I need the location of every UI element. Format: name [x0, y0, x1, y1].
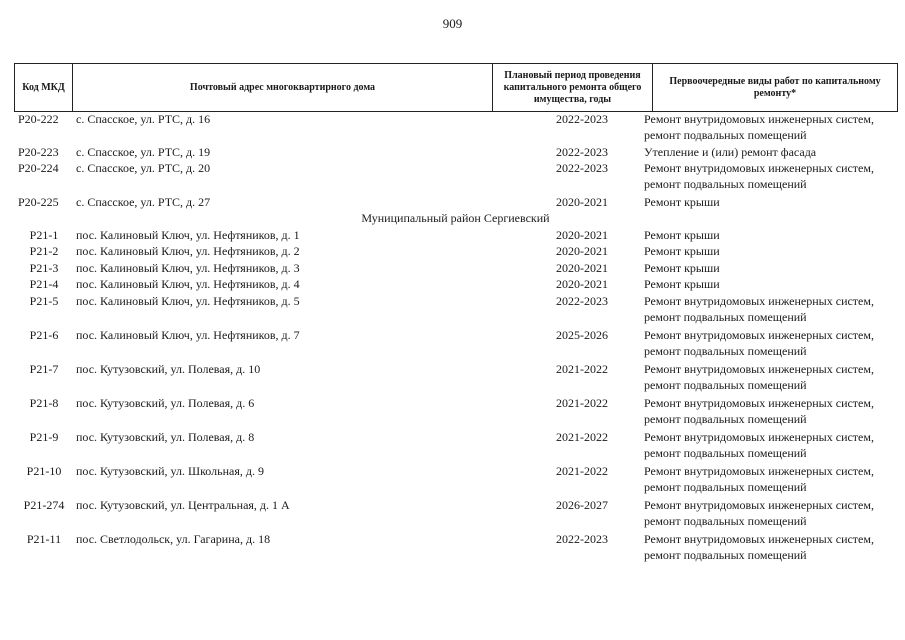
- works-line: ремонт подвальных помещений: [644, 514, 807, 528]
- row-works: [644, 327, 899, 359]
- works-line: ремонт подвальных помещений: [644, 128, 807, 142]
- works-line: Ремонт крыши: [644, 244, 720, 258]
- header-period: Плановый период проведения капитального ремонта общего имущества, годы: [493, 64, 653, 111]
- row-period: 2021-2022: [556, 362, 608, 376]
- row-address: пос. Кутузовский, ул. Полевая, д. 10: [76, 362, 261, 376]
- row-address: с. Спасское, ул. РТС, д. 16: [76, 112, 211, 126]
- row-code: Р20-223: [18, 145, 59, 159]
- row-address: пос. Кутузовский, ул. Полевая, д. 6: [76, 396, 255, 410]
- row-period: 2020-2021: [556, 195, 608, 209]
- row-works: [644, 111, 899, 143]
- row-works: [644, 531, 899, 563]
- works-line: Ремонт внутридомовых инженерных систем,: [644, 464, 874, 478]
- row-code: Р21-3: [29, 261, 59, 275]
- row-works: [644, 243, 899, 259]
- works-line: Ремонт внутридомовых инженерных систем,: [644, 161, 874, 175]
- row-period: 2022-2023: [556, 532, 608, 546]
- row-address: пос. Калиновый Ключ, ул. Нефтяников, д. 4: [76, 277, 300, 291]
- works-line: Ремонт внутридомовых инженерных систем,: [644, 328, 874, 342]
- row-period: 2022-2023: [556, 145, 608, 159]
- works-line: Ремонт внутридомовых инженерных систем,: [644, 112, 874, 126]
- row-period: 2020-2021: [556, 277, 608, 291]
- works-line: ремонт подвальных помещений: [644, 548, 807, 562]
- row-address: пос. Калиновый Ключ, ул. Нефтяников, д. 5: [76, 294, 300, 308]
- row-code: Р20-225: [18, 195, 59, 209]
- works-line: ремонт подвальных помещений: [644, 412, 807, 426]
- row-period: 2021-2022: [556, 430, 608, 444]
- row-period: 2025-2026: [556, 328, 608, 342]
- works-line: Ремонт внутридомовых инженерных систем,: [644, 362, 874, 376]
- row-works: [644, 361, 899, 393]
- table-header: [14, 63, 898, 112]
- row-period: 2021-2022: [556, 464, 608, 478]
- works-line: Ремонт крыши: [644, 228, 720, 242]
- row-period: 2020-2021: [556, 228, 608, 242]
- page-number: 909: [442, 16, 463, 31]
- row-works: [644, 293, 899, 325]
- works-line: Ремонт внутридомовых инженерных систем,: [644, 396, 874, 410]
- works-line: Ремонт крыши: [644, 195, 720, 209]
- header-address: Почтовый адрес многоквартирного дома: [73, 64, 493, 111]
- row-code: Р21-4: [29, 277, 59, 291]
- section-title: Муниципальный район Сергиевский: [361, 211, 550, 225]
- row-period: 2022-2023: [556, 161, 608, 175]
- row-address: пос. Калиновый Ключ, ул. Нефтяников, д. 1: [76, 228, 300, 242]
- header-works: Первоочередные виды работ по капитальному ремонту*: [653, 64, 898, 111]
- row-works: [644, 194, 899, 210]
- works-line: Ремонт внутридомовых инженерных систем,: [644, 294, 874, 308]
- row-code: Р21-9: [29, 430, 59, 444]
- row-period: 2022-2023: [556, 294, 608, 308]
- row-address: пос. Калиновый Ключ, ул. Нефтяников, д. 7: [76, 328, 300, 342]
- row-period: 2020-2021: [556, 244, 608, 258]
- row-period: 2026-2027: [556, 498, 608, 512]
- row-code: Р21-6: [29, 328, 59, 342]
- works-line: Утепление и (или) ремонт фасада: [644, 145, 817, 159]
- works-line: ремонт подвальных помещений: [644, 446, 807, 460]
- row-works: [644, 463, 899, 495]
- row-address: пос. Калиновый Ключ, ул. Нефтяников, д. 2: [76, 244, 300, 258]
- row-code: Р21-5: [29, 294, 59, 308]
- row-address: пос. Кутузовский, ул. Центральная, д. 1 А: [76, 498, 290, 512]
- row-works: [644, 144, 899, 160]
- works-line: Ремонт крыши: [644, 277, 720, 291]
- row-works: [644, 429, 899, 461]
- row-works: [644, 497, 899, 529]
- row-code: Р21-1: [29, 228, 59, 242]
- works-line: ремонт подвальных помещений: [644, 310, 807, 324]
- row-address: пос. Светлодольск, ул. Гагарина, д. 18: [76, 532, 271, 546]
- works-line: ремонт подвальных помещений: [644, 344, 807, 358]
- row-works: [644, 260, 899, 276]
- row-address: пос. Кутузовский, ул. Школьная, д. 9: [76, 464, 264, 478]
- row-address: с. Спасское, ул. РТС, д. 27: [76, 195, 211, 209]
- row-code: Р21-274: [23, 498, 65, 512]
- works-line: ремонт подвальных помещений: [644, 177, 807, 191]
- works-line: Ремонт внутридомовых инженерных систем,: [644, 430, 874, 444]
- works-line: Ремонт внутридомовых инженерных систем,: [644, 498, 874, 512]
- row-works: [644, 395, 899, 427]
- row-period: 2022-2023: [556, 112, 608, 126]
- row-address: с. Спасское, ул. РТС, д. 19: [76, 145, 211, 159]
- works-line: ремонт подвальных помещений: [644, 480, 807, 494]
- row-works: [644, 276, 899, 292]
- row-code: Р21-11: [26, 532, 62, 546]
- row-works: [644, 227, 899, 243]
- row-code: Р21-7: [29, 362, 59, 376]
- works-line: ремонт подвальных помещений: [644, 378, 807, 392]
- row-works: [644, 160, 899, 192]
- row-period: 2021-2022: [556, 396, 608, 410]
- row-code: Р20-224: [18, 161, 59, 175]
- row-code: Р20-222: [18, 112, 59, 126]
- row-address: пос. Кутузовский, ул. Полевая, д. 8: [76, 430, 255, 444]
- row-code: Р21-8: [29, 396, 59, 410]
- works-line: Ремонт внутридомовых инженерных систем,: [644, 532, 874, 546]
- row-code: Р21-10: [26, 464, 62, 478]
- row-address: пос. Калиновый Ключ, ул. Нефтяников, д. 3: [76, 261, 300, 275]
- works-line: Ремонт крыши: [644, 261, 720, 275]
- header-code: Код МКД: [15, 64, 73, 111]
- row-period: 2020-2021: [556, 261, 608, 275]
- row-code: Р21-2: [29, 244, 59, 258]
- row-address: с. Спасское, ул. РТС, д. 20: [76, 161, 211, 175]
